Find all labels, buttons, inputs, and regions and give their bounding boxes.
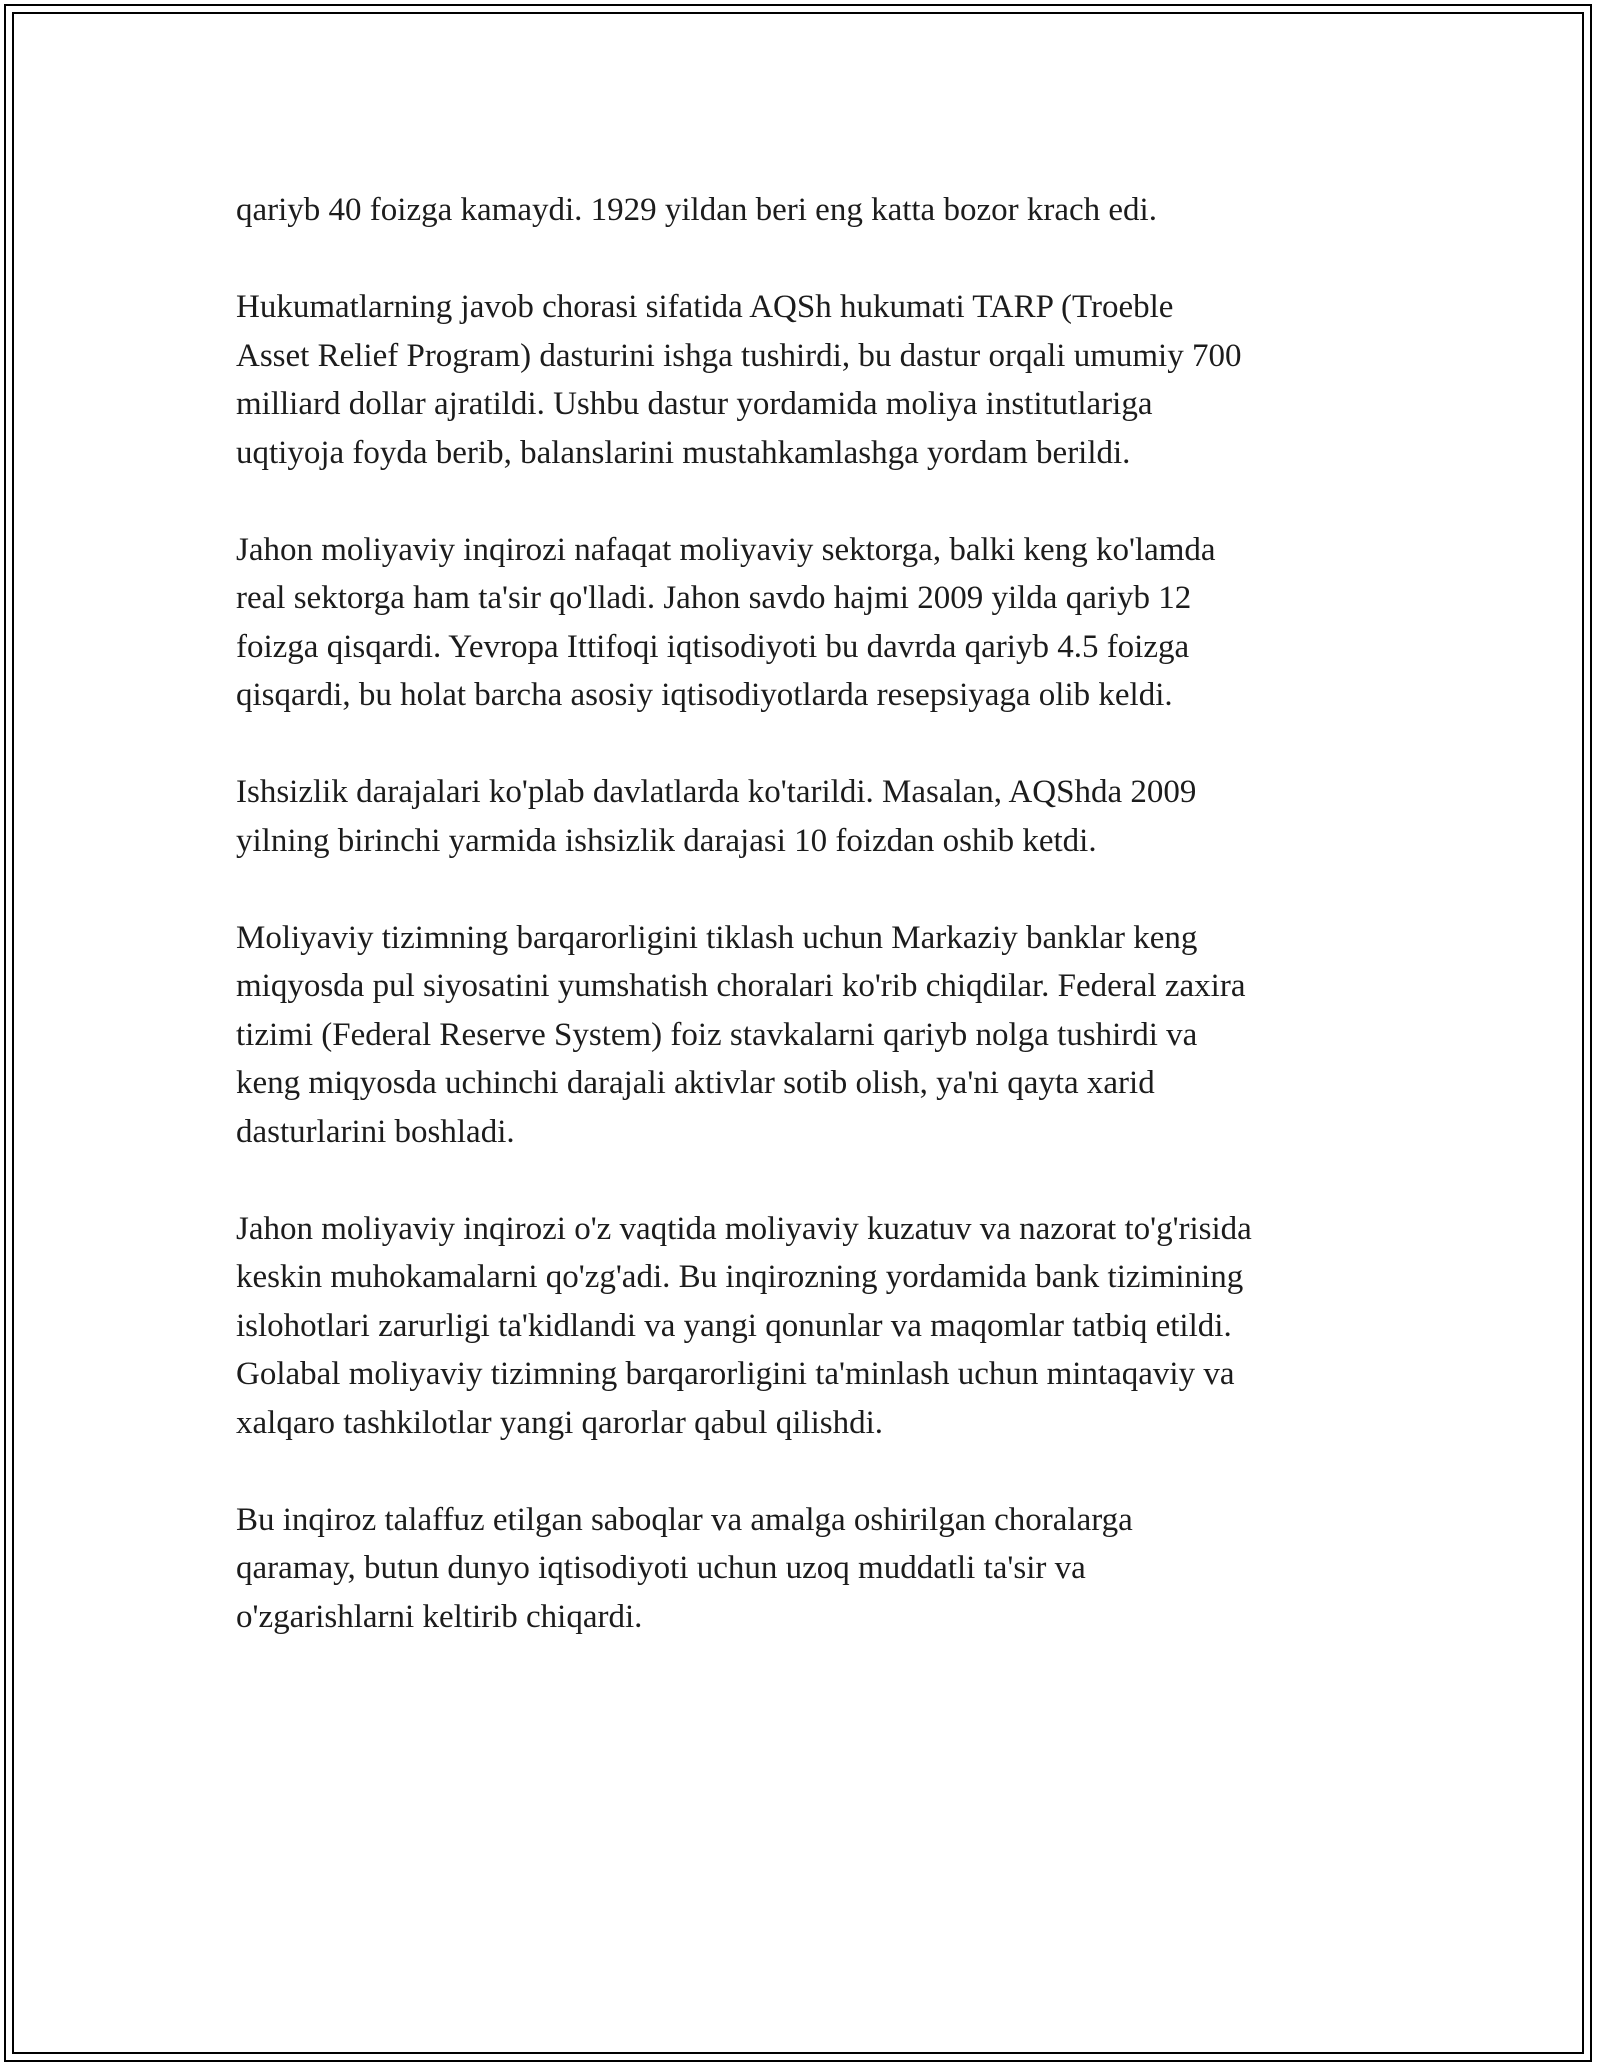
paragraph-real-sector-impact: Jahon moliyaviy inqirozi nafaqat moliyaviy sektorga, balki keng ko'lamda real sektorga ham ta'sir qo'lladi. Jahon savdo hajmi 2009 yilda qariyb 12 foizga qisqardi. Yevropa Ittifoqi iqtisodiyoti bu davrda qariyb 4.5 foizga qisqardi, bu holat barcha asosiy iqtisodiyotlarda resepsiyaga olib keldi. bbox=[236, 531, 1216, 713]
paragraph-central-banks: Moliyaviy tizimning barqarorligini tiklash uchun Markaziy banklar keng miqyosda pul siyosatini yumshatish choralari ko'rib chiqdilar. Federal zaxira tizimi (Federal Reserve System) foiz stavkalarni qariyb nolga tushirdi va keng miqyosda uchinchi darajali aktivlar sotib olish, ya'ni qayta xarid dasturlarini boshladi. bbox=[236, 919, 1246, 1150]
paragraph-regulation: Jahon moliyaviy inqirozi o'z vaqtida moliyaviy kuzatuv va nazorat to'g'risida keskin muhokamalarni qo'zg'adi. Bu inqirozning yordamida bank tizimining islohotlari zarurligi ta'kidlandi va yangi qonunlar va maqomlar tatbiq etildi. Golabal moliyaviy tizimning barqarorligini ta'minlash uchun mintaqaviy va xalqaro tashkilotlar yangi qarorlar qabul qilishdi. bbox=[236, 1210, 1252, 1441]
paragraph-unemployment: Ishsizlik darajalari ko'plab davlatlarda ko'tarildi. Masalan, AQShda 2009 yilning birinchi yarmida ishsizlik darajasi 10 foizdan oshib ketdi. bbox=[236, 774, 1197, 859]
paragraph-conclusion: Bu inqiroz talaffuz etilgan saboqlar va amalga oshirilgan choralarga qaramay, butun dunyo iqtisodiyoti uchun uzoq muddatli ta'sir va o'zgarishlarni keltirib chiqardi. bbox=[236, 1501, 1133, 1635]
paragraph-tarp-program: Hukumatlarning javob chorasi sifatida AQSh hukumati TARP (Troeble Asset Relief Program) dasturini ishga tushirdi, bu dastur orqali umumiy 700 milliard dollar ajratildi. Ushbu dastur yordamida moliya institutlariga uqtiyoja foyda berib, balanslarini mustahkamlashga yordam berildi. bbox=[236, 289, 1242, 471]
document-body bbox=[236, 186, 1376, 1641]
paragraph-market-crash: qariyb 40 foizga kamaydi. 1929 yildan beri eng katta bozor krach edi. bbox=[236, 192, 1157, 228]
